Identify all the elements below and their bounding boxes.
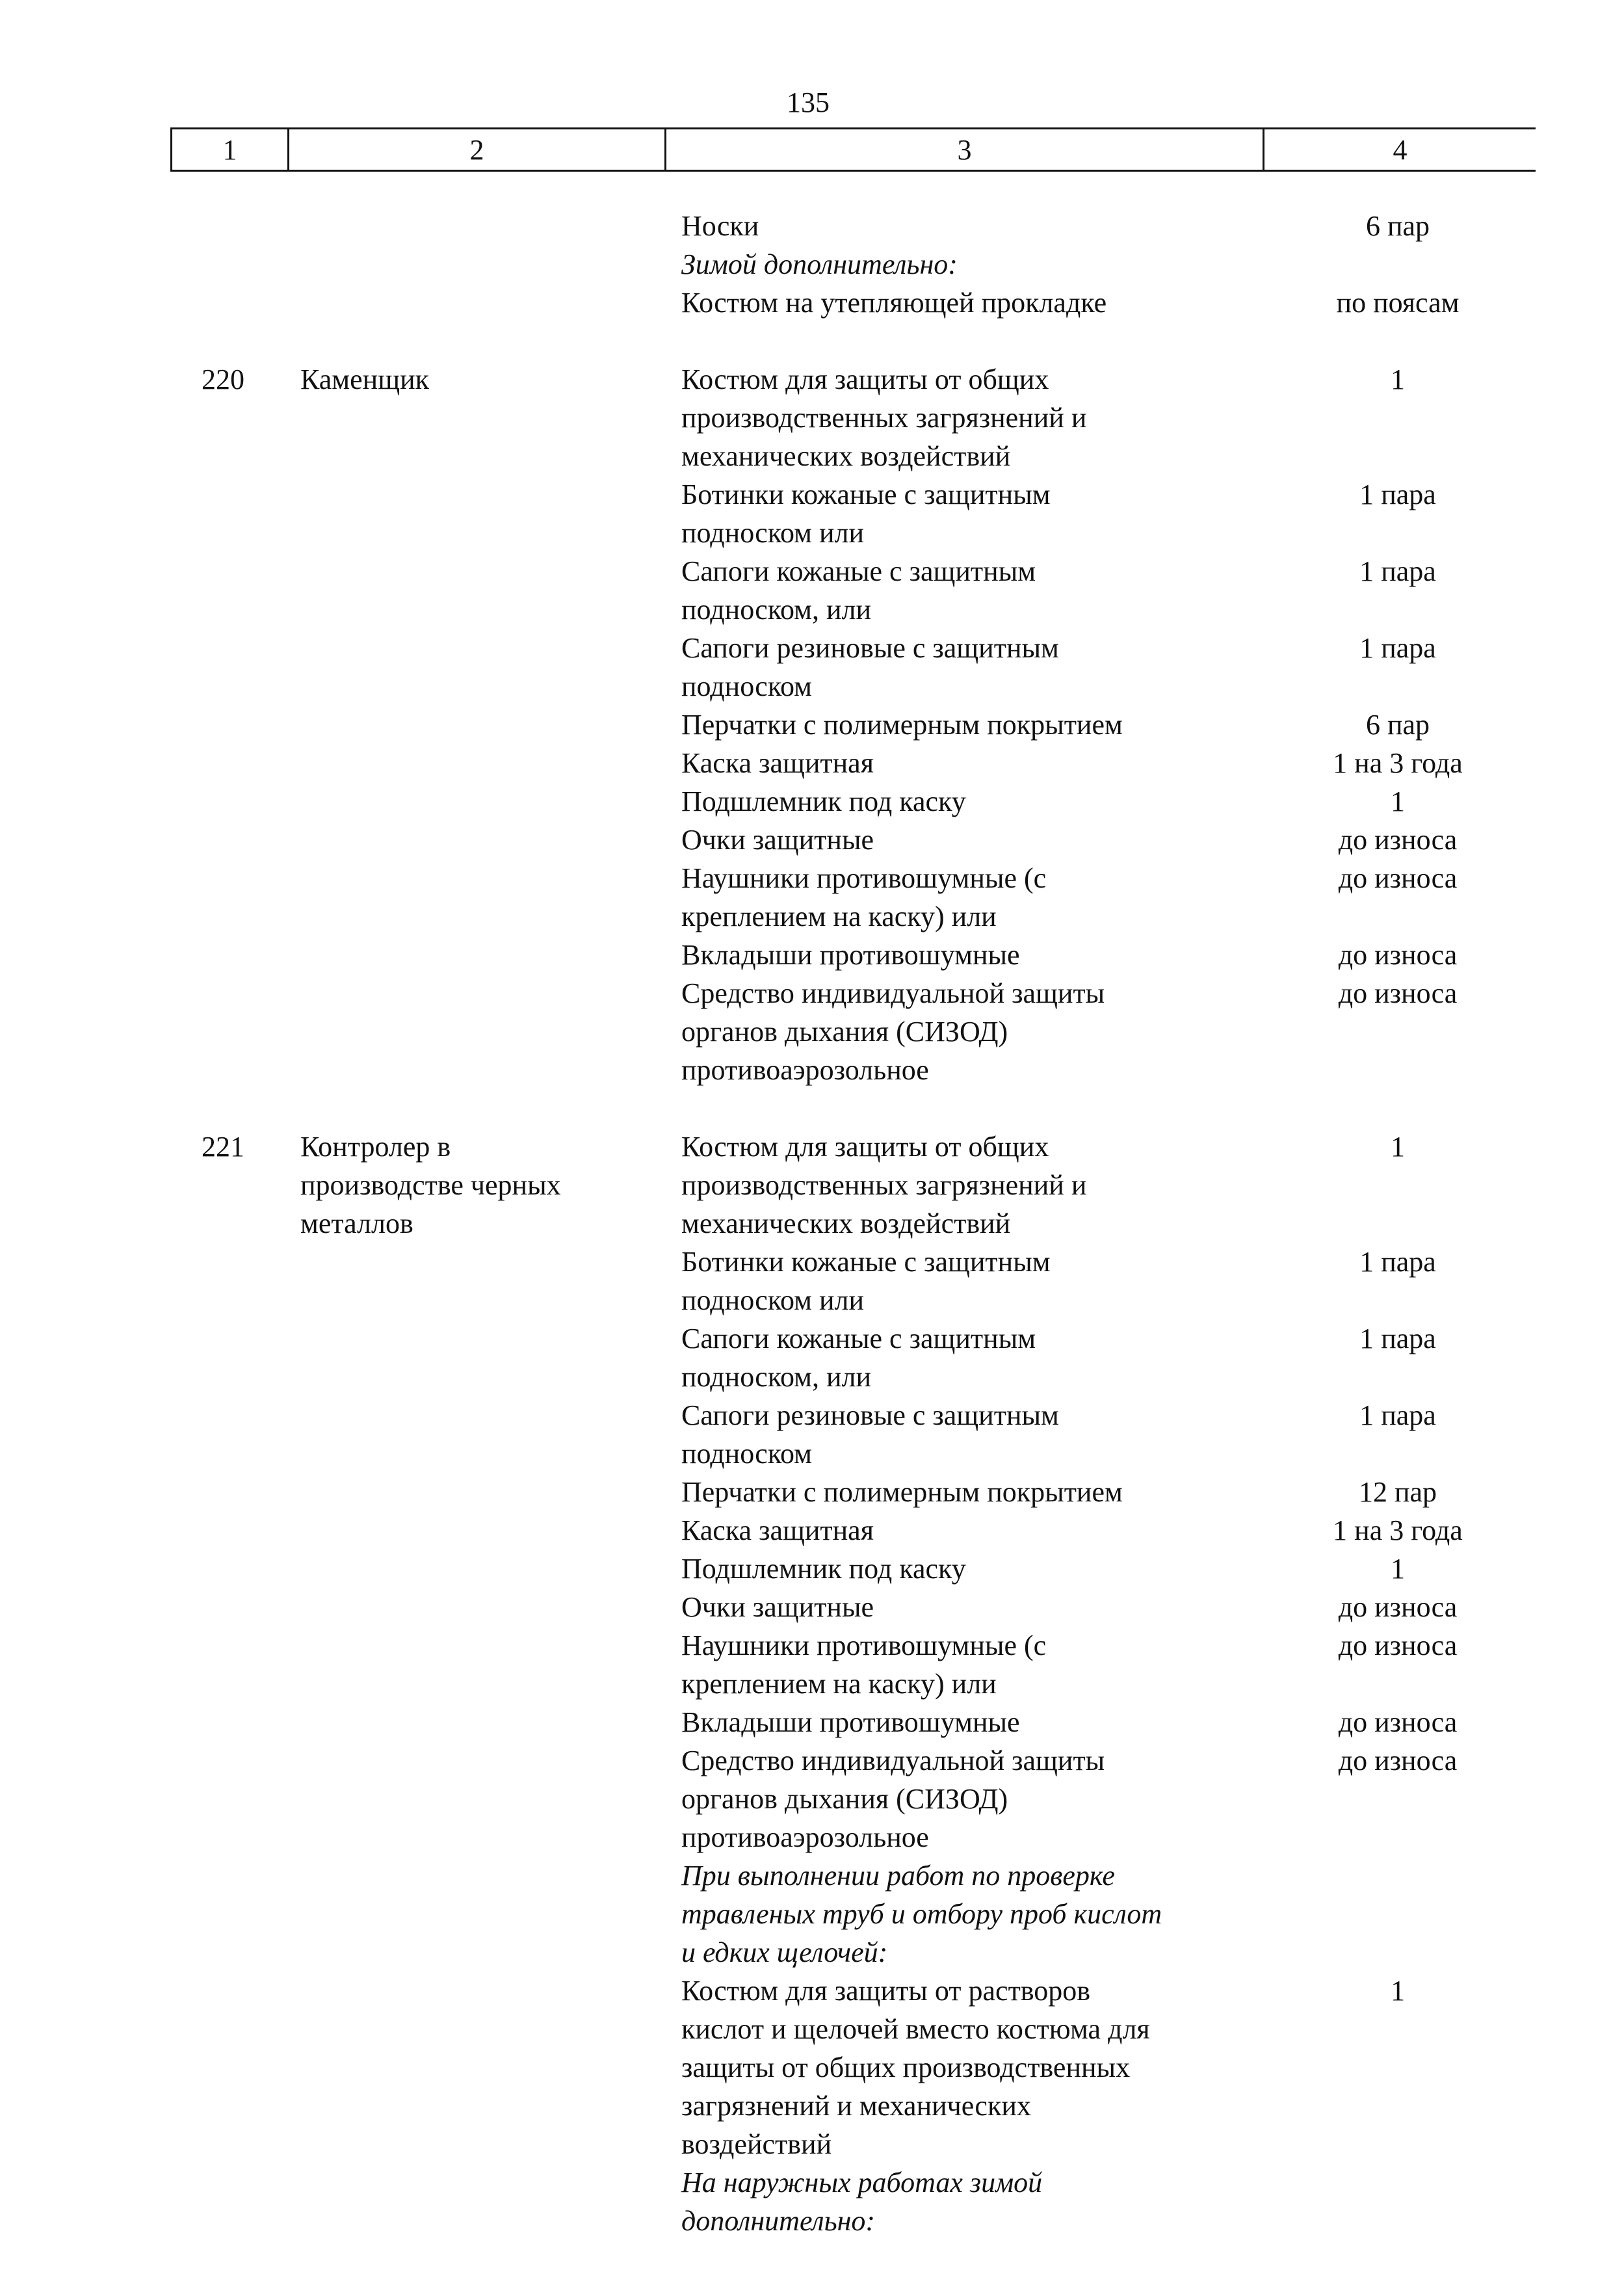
list-item	[0, 1972, 1624, 2163]
item-name: Перчатки с полимерным покрытием	[681, 709, 1123, 741]
item-norm: 1	[1391, 1975, 1405, 2007]
item-norm: до износа	[1338, 1630, 1458, 1661]
list-item	[0, 245, 1624, 284]
list-item	[0, 1511, 1624, 1550]
item-name: При выполнении работ по проверке травленых труб и отбору проб кислот и едких щелочей:	[681, 1860, 1162, 1968]
page-number: 135	[787, 86, 830, 118]
list-item	[0, 1703, 1624, 1741]
item-name: Вкладыши противошумные	[681, 939, 1020, 971]
item-name: Перчатки с полимерным покрытием	[681, 1476, 1123, 1508]
list-item	[0, 475, 1624, 552]
item-name: Сапоги кожаные с защитным подноском, или	[681, 1323, 1036, 1393]
list-item	[0, 1626, 1624, 1703]
list-item	[0, 629, 1624, 706]
item-name: Сапоги резиновые с защитным подноском	[681, 632, 1059, 702]
item-norm: 1	[1391, 785, 1405, 817]
item-name: Средство индивидуальной защиты органов дыхания (СИЗОД) противоаэрозольное	[681, 1745, 1105, 1853]
list-item	[0, 974, 1624, 1089]
item-norm: по поясам	[1336, 287, 1460, 319]
list-item	[0, 2163, 1624, 2240]
item-name: На наружных работах зимой дополнительно:	[681, 2167, 1043, 2237]
list-item	[0, 1550, 1624, 1588]
item-name: Костюм для защиты от общих производственных загрязнений и механических воздействий	[681, 1131, 1087, 1239]
column-header-3: 3	[664, 129, 1263, 170]
item-name: Каска защитная	[681, 747, 874, 779]
list-item	[0, 1473, 1624, 1511]
item-norm: 1	[1391, 363, 1405, 395]
item-norm: 12 пар	[1358, 1476, 1437, 1508]
list-item	[0, 936, 1624, 974]
list-item	[0, 1128, 1624, 1243]
item-norm: 1 на 3 года	[1333, 747, 1463, 779]
item-name: Подшлемник под каску	[681, 785, 966, 817]
item-norm: 6 пар	[1365, 709, 1430, 741]
list-item	[0, 744, 1624, 782]
group-spacer	[0, 322, 1624, 360]
item-norm: до износа	[1338, 824, 1458, 856]
item-norm: до износа	[1338, 862, 1458, 894]
item-name: Костюм для защиты от общих производственных загрязнений и механических воздействий	[681, 363, 1087, 472]
item-name: Ботинки кожаные с защитным подноском или	[681, 1246, 1051, 1316]
profession-name: Каменщик	[300, 363, 430, 395]
item-norm: 1 пара	[1359, 1323, 1436, 1354]
item-name: Наушники противошумные (с креплением на каску) или	[681, 1630, 1047, 1700]
list-item	[0, 706, 1624, 744]
column-header-1: 1	[170, 129, 287, 170]
item-norm: 1 пара	[1359, 1399, 1436, 1431]
list-item	[0, 782, 1624, 821]
item-name: Зимой дополнительно:	[681, 248, 958, 280]
item-name: Вкладыши противошумные	[681, 1706, 1020, 1738]
list-item	[0, 821, 1624, 859]
item-name: Наушники противошумные (с креплением на каску) или	[681, 862, 1047, 932]
item-norm: 1	[1391, 1131, 1405, 1163]
item-name: Ботинки кожаные с защитным подноском или	[681, 479, 1051, 549]
table-body	[0, 207, 1624, 2240]
row-number: 221	[202, 1131, 244, 1163]
item-name: Средство индивидуальной защиты органов дыхания (СИЗОД) противоаэрозольное	[681, 977, 1105, 1086]
row-number: 220	[202, 363, 244, 395]
item-norm: до износа	[1338, 1706, 1458, 1738]
column-header-2: 2	[287, 129, 664, 170]
list-item	[0, 1856, 1624, 1972]
item-norm: 6 пар	[1365, 210, 1430, 242]
group-spacer	[0, 1089, 1624, 1128]
item-norm: до износа	[1338, 1591, 1458, 1623]
item-name: Костюм на утепляющей прокладке	[681, 287, 1107, 319]
column-header-row	[170, 127, 1536, 172]
item-norm: 1 пара	[1359, 555, 1436, 587]
list-item	[0, 1243, 1624, 1319]
list-item	[0, 1396, 1624, 1473]
item-norm: до износа	[1338, 977, 1458, 1009]
item-name: Каска защитная	[681, 1514, 874, 1546]
item-name: Очки защитные	[681, 824, 874, 856]
list-item	[0, 207, 1624, 245]
list-item	[0, 1319, 1624, 1396]
item-norm: 1 на 3 года	[1333, 1514, 1463, 1546]
column-header-4: 4	[1263, 129, 1536, 170]
item-name: Сапоги резиновые с защитным подноском	[681, 1399, 1059, 1470]
list-item	[0, 859, 1624, 936]
item-name: Костюм для защиты от растворов кислот и щелочей вместо костюма для защиты от общих производственных загрязнений и механических воздействий	[681, 1975, 1150, 2160]
item-norm: до износа	[1338, 1745, 1458, 1776]
profession-name: Контролер в производстве черных металлов	[300, 1131, 561, 1239]
item-norm: 1	[1391, 1553, 1405, 1585]
item-norm: 1 пара	[1359, 632, 1436, 664]
list-item	[0, 284, 1624, 322]
item-name: Подшлемник под каску	[681, 1553, 966, 1585]
profession-group	[0, 360, 1624, 1089]
list-item	[0, 552, 1624, 629]
item-norm: 1 пара	[1359, 479, 1436, 510]
item-name: Носки	[681, 210, 759, 242]
profession-group	[0, 1128, 1624, 2240]
list-item	[0, 360, 1624, 475]
item-name: Очки защитные	[681, 1591, 874, 1623]
item-norm: до износа	[1338, 939, 1458, 971]
list-item	[0, 1588, 1624, 1626]
list-item	[0, 1741, 1624, 1856]
item-norm: 1 пара	[1359, 1246, 1436, 1278]
item-name: Сапоги кожаные с защитным подноском, или	[681, 555, 1036, 626]
